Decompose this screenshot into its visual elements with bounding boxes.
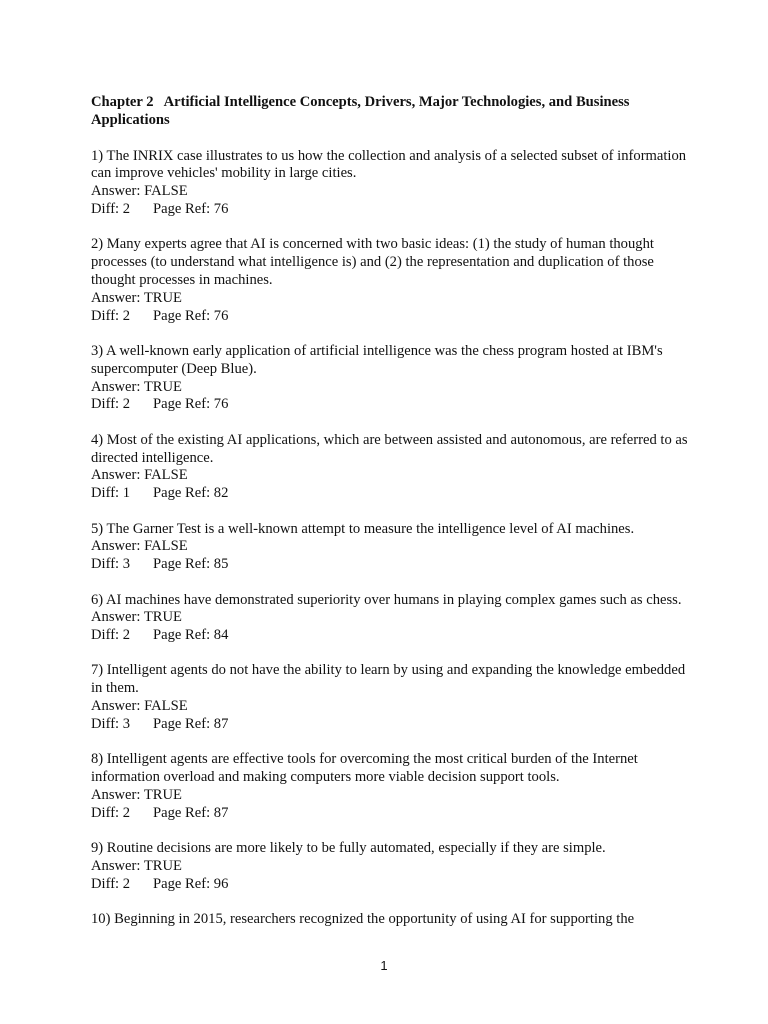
page-ref: Page Ref: 76: [153, 396, 229, 413]
chapter-heading: [91, 94, 691, 130]
page-number: 1: [380, 958, 388, 973]
answer-line: Answer: TRUE: [91, 378, 182, 395]
answer-line: Answer: FALSE: [91, 538, 188, 555]
question-4: [91, 432, 691, 503]
page-content: [91, 94, 691, 946]
page-ref: Page Ref: 87: [153, 804, 229, 821]
diff-line: [91, 876, 691, 894]
difficulty: Diff: 3: [91, 715, 131, 732]
page-ref: Page Ref: 76: [153, 200, 229, 217]
page-ref: Page Ref: 87: [153, 715, 229, 732]
question-text: 8) Intelligent agents are effective tools for overcoming the most critical burden of the Internet information overload and making computers more viable decision support tools.: [91, 751, 638, 786]
difficulty: Diff: 2: [91, 307, 131, 324]
answer-line: Answer: TRUE: [91, 609, 182, 626]
page-ref: Page Ref: 85: [153, 556, 229, 573]
difficulty: Diff: 2: [91, 804, 131, 821]
difficulty: Diff: 2: [91, 396, 131, 413]
chapter-title: Artificial Intelligence Concepts, Drivers, Major Technologies, and Business Applications: [91, 94, 630, 128]
page-ref: Page Ref: 96: [153, 875, 229, 892]
page-ref: Page Ref: 84: [153, 627, 229, 644]
question-5: [91, 521, 691, 574]
diff-line: [91, 308, 691, 326]
question-text: 10) Beginning in 2015, researchers recognized the opportunity of using AI for supporting the: [91, 911, 635, 928]
question-text: 5) The Garner Test is a well-known attempt to measure the intelligence level of AI machines.: [91, 520, 635, 537]
question-8: [91, 751, 691, 822]
question-6: [91, 592, 691, 645]
diff-line: [91, 627, 691, 645]
question-text: 3) A well-known early application of artificial intelligence was the chess program hosted at IBM's supercomputer (Deep Blue).: [91, 342, 663, 377]
diff-line: [91, 201, 691, 219]
question-7: [91, 662, 691, 733]
diff-line: [91, 805, 691, 823]
question-3: [91, 343, 691, 414]
question-text: 6) AI machines have demonstrated superiority over humans in playing complex games such as chess.: [91, 591, 682, 608]
difficulty: Diff: 3: [91, 556, 131, 573]
question-text: 4) Most of the existing AI applications, which are between assisted and autonomous, are referred to as directed intelligence.: [91, 431, 688, 466]
difficulty: Diff: 2: [91, 627, 131, 644]
question-text: 2) Many experts agree that AI is concerned with two basic ideas: (1) the study of human thought processes (to understand what intelligence is) and (2) the representation and duplication of those thought processes in machines.: [91, 236, 654, 288]
question-1: [91, 148, 691, 219]
chapter-label: Chapter 2: [91, 94, 154, 110]
question-9: [91, 840, 691, 893]
diff-line: [91, 556, 691, 574]
difficulty: Diff: 2: [91, 200, 131, 217]
question-10: [91, 911, 691, 929]
question-text: 1) The INRIX case illustrates to us how the collection and analysis of a selected subset of information can improve vehicles' mobility in large cities.: [91, 147, 687, 182]
answer-line: Answer: FALSE: [91, 467, 188, 484]
difficulty: Diff: 1: [91, 485, 131, 502]
answer-line: Answer: FALSE: [91, 183, 188, 200]
answer-line: Answer: TRUE: [91, 289, 182, 306]
question-2: [91, 236, 691, 325]
diff-line: [91, 716, 691, 734]
difficulty: Diff: 2: [91, 875, 131, 892]
page-ref: Page Ref: 76: [153, 307, 229, 324]
question-text: 9) Routine decisions are more likely to be fully automated, especially if they are simple.: [91, 840, 606, 857]
diff-line: [91, 485, 691, 503]
answer-line: Answer: FALSE: [91, 698, 188, 715]
answer-line: Answer: TRUE: [91, 857, 182, 874]
question-text: 7) Intelligent agents do not have the ability to learn by using and expanding the knowledge embedded in them.: [91, 662, 686, 697]
page-ref: Page Ref: 82: [153, 485, 229, 502]
answer-line: Answer: TRUE: [91, 786, 182, 803]
diff-line: [91, 396, 691, 414]
